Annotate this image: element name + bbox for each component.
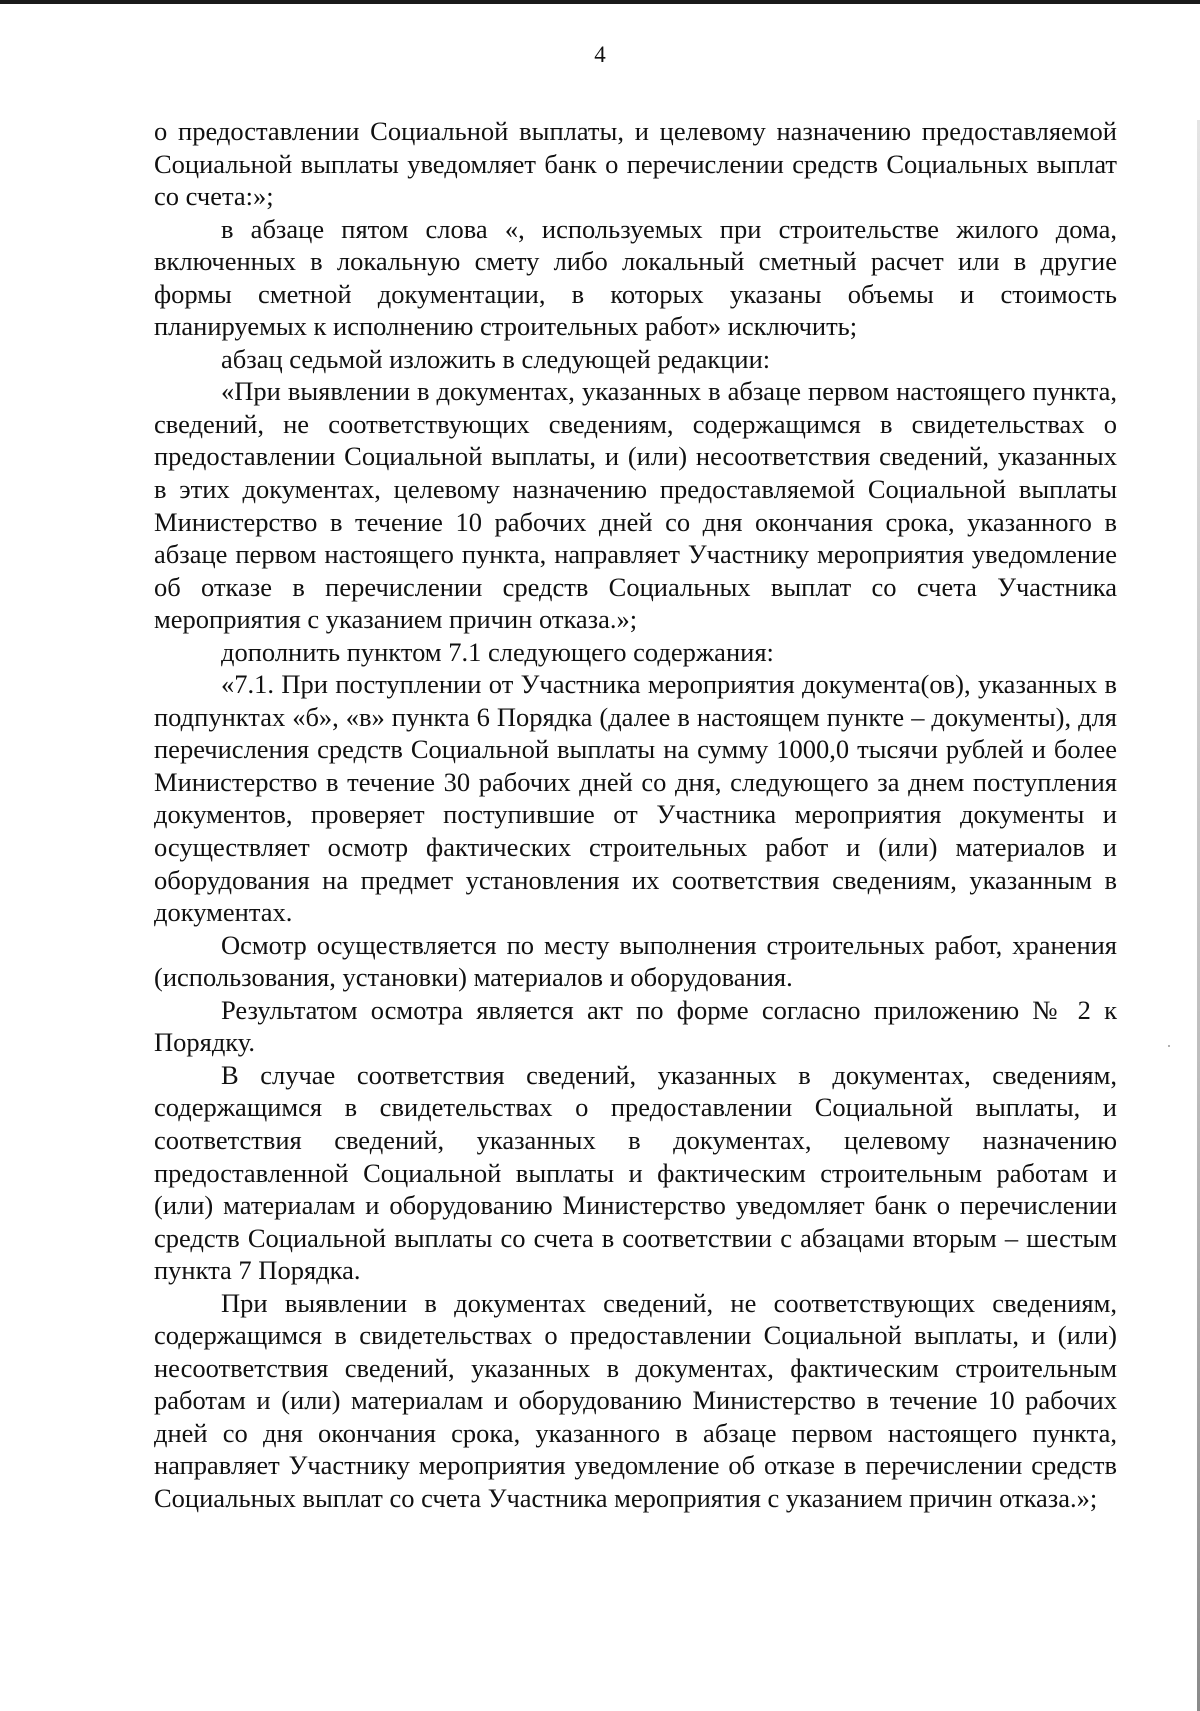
paragraph-pri-vyyavlenii: При выявлении в документах сведений, не соответствующих сведениям, содержащимся в свидетельствах о предоставлении Социальной выплаты, и (или) несоответствия сведений, указанных в документах, фактическим строительным работам и (или) материалам и оборудованию Министерство в течение 10 рабочих дней со дня окончания срока, указанного в абзаце первом настоящего пункта, направляет Участнику мероприятия уведомление об отказе в перечислении средств Социальных выплат со счета Участника мероприятия с указанием причин отказа.»;: [154, 1287, 1117, 1513]
paragraph-punkt-7-1: «7.1. При поступлении от Участника мероприятия документа(ов), указанных в подпунктах «б», «в» пункта 6 Порядка (далее в настоящем пункте – документы), для перечисления средств Социальной выплаты на сумму 1000,0 тысячи рублей и более Министерство в течение 30 рабочих дней со дня, следующего за днем поступления документов, проверяет поступившие от Участника мероприятия документы и осуществляет осмотр фактических строительных работ и (или) материалов и оборудования на предмет установления их соответствия сведениям, указанным в документах.: [154, 669, 1117, 928]
paragraph-osmotr: Осмотр осуществляется по месту выполнения строительных работ, хранения (использования, установки) материалов и оборудования.: [154, 929, 1117, 993]
paragraph-abzac-sedmoj-text: «При выявлении в документах, указанных в абзаце первом настоящего пункта, сведений, не соответствующих сведениям, содержащимся в свидетельствах о предоставлении Социальной выплаты, и (или) несоответствия сведений, указанных в этих документах, целевому назначению предоставляемой Социальной выплаты Министерство в течение 10 рабочих дней со дня окончания срока, указанного в абзаце первом настоящего пункта, направляет Участнику мероприятия уведомление об отказе в перечислении средств Социальных выплат со счета Участника мероприятия с указанием причин отказа.»;: [154, 376, 1117, 635]
paragraph-abzac-pyatyj: в абзаце пятом слова «, используемых при строительстве жилого дома, включенных в локальную смету либо локальный сметный расчет или в другие формы сметной документации, в которых указаны объемы и стоимость планируемых к исполнению строительных работ» исключить;: [154, 213, 1117, 342]
document-body: [154, 115, 1117, 1515]
paragraph-rezultat-osmotra: Результатом осмотра является акт по форме согласно приложению № 2 к Порядку.: [154, 994, 1117, 1058]
paragraph-v-sluchae-sootvetstviya: В случае соответствия сведений, указанных в документах, сведениям, содержащимся в свидетельствах о предоставлении Социальной выплаты, и соответствия сведений, указанных в документах, целевому назначению предоставленной Социальной выплаты и фактическим строительным работам и (или) материалам и оборудованию Министерство уведомляет банк о перечислении средств Социальной выплаты со счета в соответствии с абзацами вторым – шестым пункта 7 Порядка.: [154, 1059, 1117, 1286]
paragraph-1-continuation: о предоставлении Социальной выплаты, и целевому назначению предоставляемой Социальной выплаты уведомляет банк о перечислении средств Социальных выплат со счета:»;: [154, 116, 1117, 212]
paragraph-abzac-sedmoj-intro: абзац седьмой изложить в следующей редакции:: [221, 343, 771, 374]
scan-top-border: [0, 0, 1200, 4]
page-number: 4: [594, 42, 606, 67]
scan-speck: [1168, 1045, 1170, 1047]
paragraph-punkt-7-1-intro: дополнить пунктом 7.1 следующего содержания:: [221, 636, 774, 667]
